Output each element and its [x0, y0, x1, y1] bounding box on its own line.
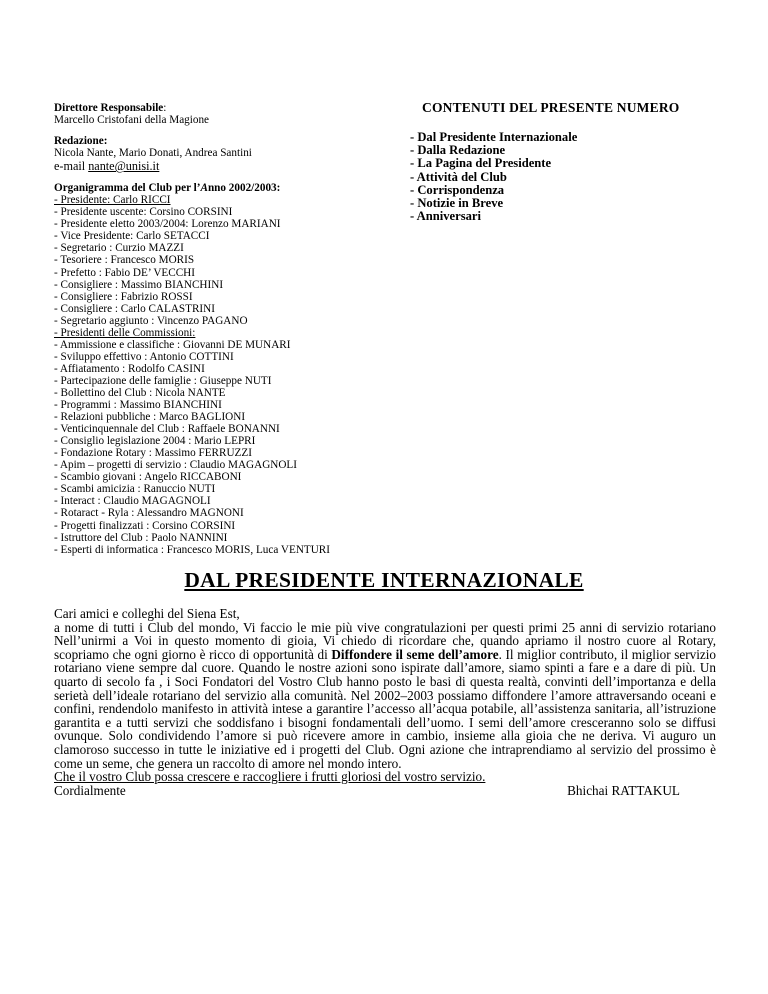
- role-item: - Esperti di informatica : Francesco MORIS, Luca VENTURI: [54, 543, 330, 556]
- role-item: - Affiatamento : Rodolfo CASINI: [54, 362, 205, 375]
- director-name: Marcello Cristofani della Magione: [54, 114, 210, 127]
- role-item: - Consigliere : Carlo CALASTRINI: [54, 302, 215, 315]
- role-item: - Bollettino del Club : Nicola NANTE: [54, 386, 226, 399]
- role-item: - Tesoriere : Francesco MORIS: [54, 254, 195, 267]
- contents-item[interactable]: - Anniversari: [410, 209, 482, 224]
- director-block: [54, 102, 384, 114]
- letter-body-part1: a nome di tutti i Club del mondo, Vi faccio le mie più vive congratulazioni per questi primi 25 anni di servizio rotariano Nell’unirmi a Voi in questo momento di gioia, Vi chiedo di ricordare che, quando apriamo il nostro cuore al Rotary, scopriamo che ogni giorno è ricco di opportunità di: [54, 619, 716, 662]
- president-letter: [54, 607, 716, 798]
- email-prefix: e-mail: [54, 159, 89, 174]
- role-item: - Sviluppo effettivo : Antonio COTTINI: [54, 350, 234, 363]
- contents-item[interactable]: - Attività del Club: [410, 169, 507, 184]
- contents-column: [410, 100, 720, 223]
- role-item: - Fondazione Rotary : Massimo FERRUZZI: [54, 447, 252, 460]
- email-row: [54, 159, 384, 173]
- role-item: - Segretario aggiunto : Vincenzo PAGANO: [54, 314, 248, 327]
- org-label-pre: Organigramma del Club per l’: [54, 182, 201, 195]
- roles-list: [54, 194, 384, 555]
- letter-closing-line: Che il vostro Club possa crescere e raccogliere i frutti gloriosi del vostro servizio.: [54, 769, 486, 785]
- letter-sign-off: Cordialmente: [54, 782, 126, 798]
- role-item: - Presidente uscente: Corsino CORSINI: [54, 206, 233, 219]
- contents-item[interactable]: - Corrispondenza: [410, 182, 505, 197]
- role-item: - Prefetto : Fabio DE’ VECCHI: [54, 266, 195, 279]
- role-item: - Rotaract - Ryla : Alessandro MAGNONI: [54, 507, 244, 520]
- role-item: - Partecipazione delle famiglie : Giuseppe NUTI: [54, 374, 272, 387]
- role-item: - Consigliere : Fabrizio ROSSI: [54, 290, 193, 303]
- contents-item[interactable]: - Dal Presidente Internazionale: [410, 130, 578, 144]
- email-link[interactable]: nante@unisi.it: [88, 159, 160, 174]
- letter-salutation: Cari amici e colleghi del Siena Est,: [54, 606, 240, 621]
- org-chart-label: [54, 182, 384, 194]
- role-item: - Scambi amicizia : Ranuccio NUTI: [54, 483, 216, 496]
- letter-body: [54, 621, 716, 771]
- redazione-label: Redazione:: [54, 135, 108, 148]
- letter-signer: Bhichai RATTAKUL: [567, 782, 680, 798]
- redazione-names: Nicola Nante, Mario Donati, Andrea Santini: [54, 147, 252, 160]
- signature-row: [54, 784, 716, 798]
- letter-body-part2: . Il miglior contributo, il miglior servizio rotariano viene sempre dal cuore. Quando le nostre azioni sono ispirate dall’amore, siamo spinti a fare e a dare di più. Un quarto di secolo fa , i Soci Fondatori del Vostro Club hanno posto le basi di questa realtà, convinti dell’importanza e della serietà dell’ideale rotariano del servizio alla comunità. Nel 2002–2003 possiamo diffondere l’amore attraversando oceani e confini, rendendolo manifesto in attività intese a garantire l’accesso all’acqua potabile, all’assistenza sanitaria, all’istruzione garantita e a tutti servizi che soddisfano i bisogni fondamentali dell’uomo. I semi dell’amore cresceranno solo se diffusi ovunque. Solo condividendo l’amore si può ricevere amore in cambio, insieme alla gioia che ne deriva. Vi auguro un clamoroso successo in tutte le iniziative ed i progetti del Club. Ogni azione che intraprendiamo al servizio del prossimo è come un seme, che genera un raccolto di amore nel mondo intero.: [54, 646, 716, 771]
- contents-item[interactable]: - La Pagina del Presidente: [410, 156, 552, 171]
- org-label-initial: A: [200, 182, 208, 195]
- role-item: - Consiglio legislazione 2004 : Mario LEPRI: [54, 435, 256, 448]
- role-item: - Presidente: Carlo RICCI: [54, 194, 171, 207]
- director-label: Direttore Responsabile: [54, 102, 164, 114]
- role-item: - Ammissione e classifiche : Giovanni DE MUNARI: [54, 338, 291, 351]
- contents-title: CONTENUTI DEL PRESENTE NUMERO: [422, 100, 680, 115]
- role-item: - Vice Presidente: Carlo SETACCI: [54, 230, 210, 243]
- role-item: - Progetti finalizzati : Corsino CORSINI: [54, 519, 236, 532]
- role-item: - Presidente eletto 2003/2004: Lorenzo MARIANI: [54, 218, 281, 231]
- role-item: - Apim – progetti di servizio : Claudio MAGAGNOLI: [54, 459, 297, 472]
- role-item: - Scambio giovani : Angelo RICCABONI: [54, 471, 242, 484]
- section-heading: DAL PRESIDENTE INTERNAZIONALE: [184, 568, 584, 592]
- role-item: - Venticinquennale del Club : Raffaele BONANNI: [54, 423, 280, 436]
- role-item: - Interact : Claudio MAGAGNOLI: [54, 495, 211, 508]
- contents-list: [410, 131, 720, 223]
- masthead-column: [54, 102, 384, 556]
- role-item: - Segretario : Curzio MAZZI: [54, 242, 184, 255]
- director-colon: :: [163, 102, 167, 114]
- contents-item[interactable]: - Notizie in Breve: [410, 196, 504, 211]
- role-item: - Istruttore del Club : Paolo NANNINI: [54, 531, 228, 544]
- contents-item[interactable]: - Dalla Redazione: [410, 143, 506, 158]
- role-item: - Relazioni pubbliche : Marco BAGLIONI: [54, 411, 246, 424]
- role-item: - Programmi : Massimo BIANCHINI: [54, 399, 222, 412]
- role-item: - Consigliere : Massimo BIANCHINI: [54, 278, 224, 291]
- org-label-post: nno 2002/2003:: [207, 182, 281, 195]
- letter-body-emphasis: Diffondere il seme dell’amore: [331, 646, 499, 662]
- role-item: - Presidenti delle Commissioni:: [54, 326, 196, 339]
